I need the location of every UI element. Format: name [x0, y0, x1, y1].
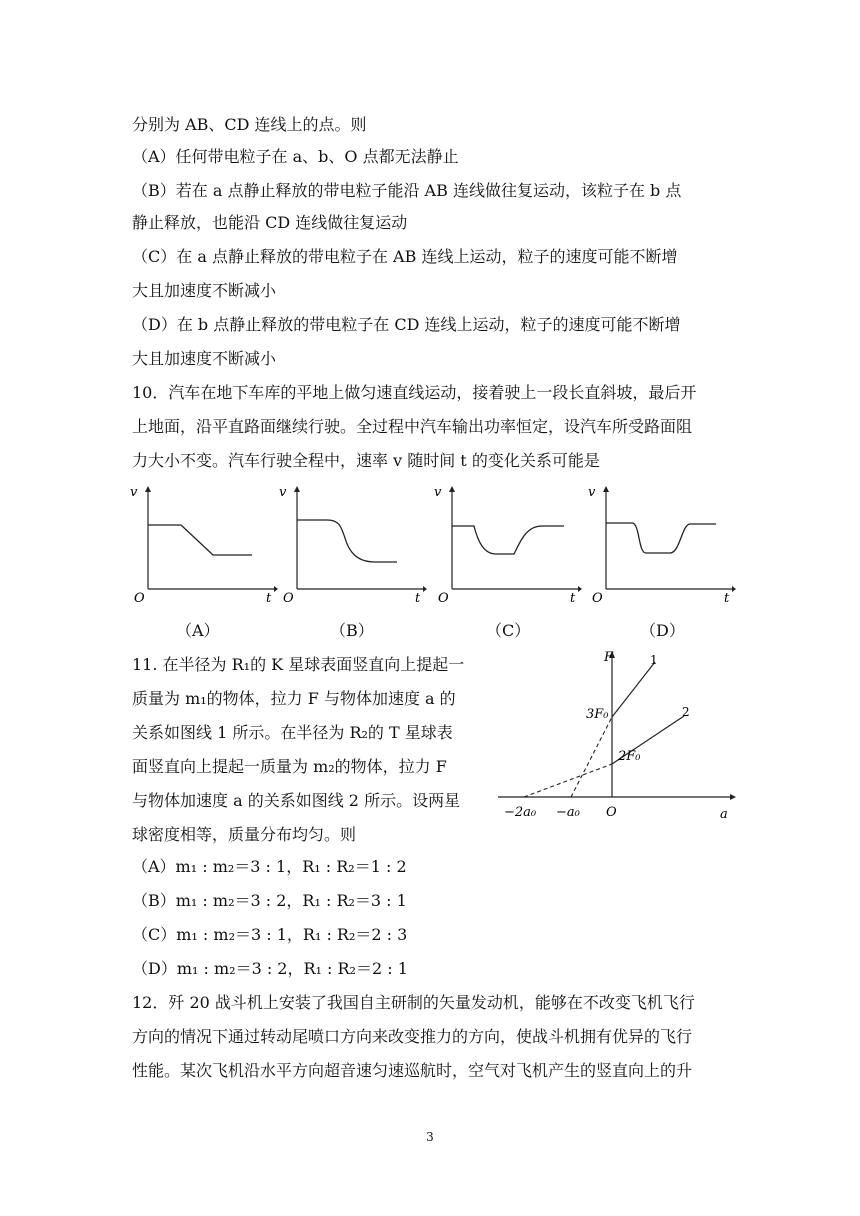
text-line: 力大小不变。汽车行驶全程中，速率 v 随时间 t 的变化关系可能是: [132, 451, 600, 470]
axis-v-label: v: [279, 485, 287, 500]
q11-option-c: （C）m₁ : m₂＝3 : 1，R₁ : R₂＝2 : 3: [132, 925, 408, 944]
text-line: 静止释放，也能沿 CD 连线做往复运动: [132, 213, 408, 232]
text-line: 球密度相等，质量分布均匀。则: [132, 825, 357, 844]
page-number: 3: [426, 1130, 434, 1144]
label-neg-a0: −a₀: [556, 805, 580, 820]
q11-option-a: （A）m₁ : m₂＝3 : 1，R₁ : R₂＝1 : 2: [132, 857, 407, 876]
graph-d: [586, 484, 736, 604]
text-line: 性能。某次飞机沿水平方向超音速匀速巡航时，空气对飞机产生的竖直向上的升: [132, 1061, 693, 1080]
graph-c: [432, 484, 582, 604]
graph-a: [128, 484, 278, 604]
axis-v-label: v: [434, 485, 442, 500]
text-line: 面竖直向上提起一质量为 m₂的物体，拉力 F: [132, 757, 447, 776]
force-acceleration-graph: [498, 646, 738, 824]
axis-t-label: t: [415, 591, 421, 604]
origin-label: O: [438, 591, 449, 604]
question-10: 10．汽车在地下车库的平地上做匀速直线运动，接着驶上一段长直斜坡，最后开: [132, 383, 697, 402]
axis-t-label: t: [570, 591, 576, 604]
text-line: 分别为 AB、CD 连线上的点。则: [132, 115, 367, 134]
question-12: 12．歼 20 战斗机上安装了我国自主研制的矢量发动机，能够在不改变飞机飞行: [132, 993, 695, 1012]
option-a: （A）任何带电粒子在 a、b、O 点都无法静止: [132, 147, 459, 166]
caption-a: （A）: [176, 621, 220, 640]
option-d: （D）在 b 点静止释放的带电粒子在 CD 连线上运动，粒子的速度可能不断增: [132, 315, 681, 334]
option-c: （C）在 a 点静止释放的带电粒子在 AB 连线上运动，粒子的速度可能不断增: [132, 247, 678, 266]
caption-c: （C）: [486, 621, 531, 640]
question-11: 11. 在半径为 R₁的 K 星球表面竖直向上提起一: [132, 655, 465, 674]
line-1-label: 1: [650, 653, 658, 667]
caption-b: （B）: [330, 621, 374, 640]
axis-v-label: v: [130, 485, 138, 500]
label-3f0: 3F₀: [586, 707, 609, 722]
axis-v-label: v: [588, 485, 596, 500]
q11-option-b: （B）m₁ : m₂＝3 : 2，R₁ : R₂＝3 : 1: [132, 891, 407, 910]
caption-d: （D）: [640, 621, 685, 640]
axis-t-label: t: [266, 591, 272, 604]
text-line: 质量为 m₁的物体，拉力 F 与物体加速度 a 的: [132, 689, 456, 708]
text-line: 与物体加速度 a 的关系如图线 2 所示。设两星: [132, 791, 461, 810]
line-2-label: 2: [682, 705, 690, 719]
option-b: （B）若在 a 点静止释放的带电粒子能沿 AB 连线做往复运动，该粒子在 b 点: [132, 181, 682, 200]
text-line: 关系如图线 1 所示。在半径为 R₂的 T 星球表: [132, 723, 453, 742]
origin-label: O: [283, 591, 294, 604]
axis-f-label: F: [604, 650, 614, 665]
origin-label: O: [592, 591, 603, 604]
graph-b: [277, 484, 427, 604]
label-2f0: 2F₀: [618, 749, 641, 764]
text-line: 大且加速度不断减小: [132, 281, 277, 300]
origin-label: O: [134, 591, 145, 604]
label-neg-2a0: −2a₀: [504, 805, 537, 820]
axis-a-label: a: [720, 807, 728, 822]
text-line: 上地面，沿平直路面继续行驶。全过程中汽车输出功率恒定，设汽车所受路面阻: [132, 417, 693, 436]
axis-t-label: t: [724, 591, 730, 604]
q11-option-d: （D）m₁ : m₂＝3 : 2，R₁ : R₂＝2 : 1: [132, 959, 408, 978]
origin-label: O: [606, 805, 617, 820]
text-line: 方向的情况下通过转动尾喷口方向来改变推力的方向，使战斗机拥有优异的飞行: [132, 1027, 693, 1046]
text-line: 大且加速度不断减小: [132, 349, 277, 368]
